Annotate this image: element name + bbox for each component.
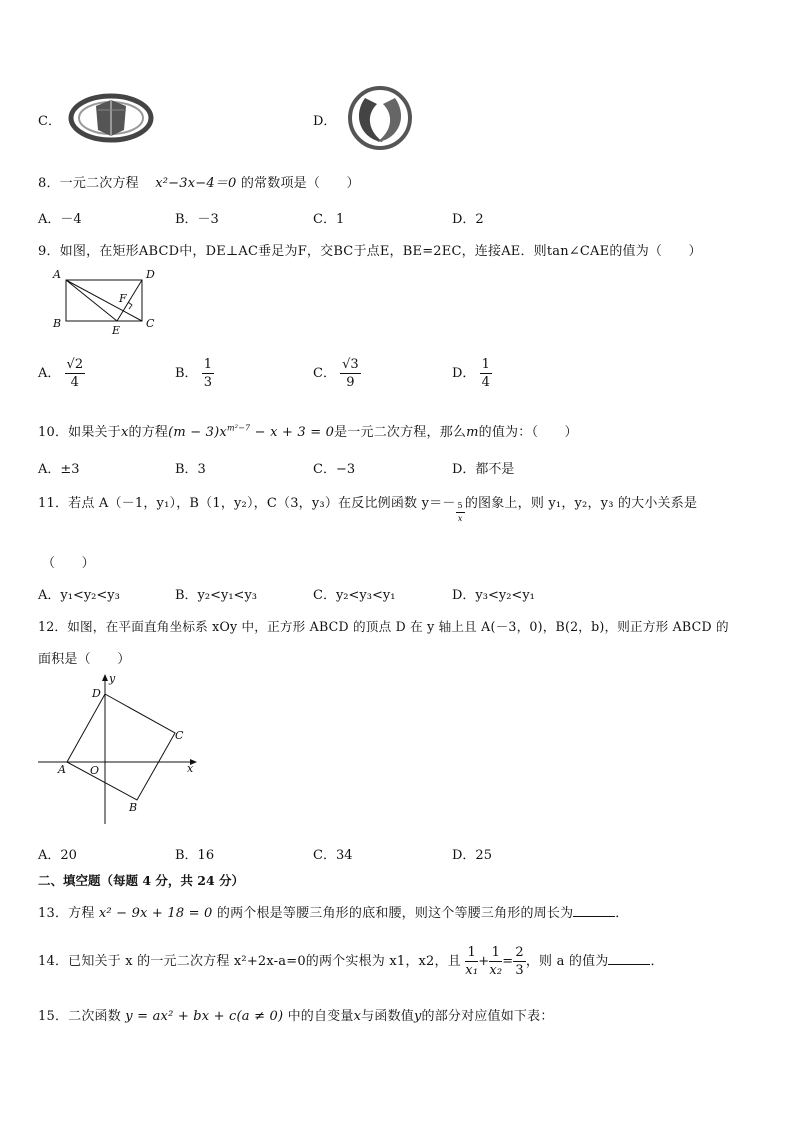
q9-option-a: A． $\frac{√2}{4}$ <box>38 357 84 390</box>
question-15: 15．二次函数 y = ax² + bx + c(a ≠ 0) 中的自变量x与函数值y的部分对应值如下表： <box>38 1009 554 1024</box>
q12-label-o: O <box>90 764 100 777</box>
q9-label-a: A <box>53 268 61 281</box>
q10-option-a: A．±3 <box>38 462 80 477</box>
q8-suffix: 的常数项是（ ） <box>240 176 360 191</box>
q11-paren: （ ） <box>42 556 95 571</box>
question-10: 10．如果关于x的方程$(m - 3)x^{m^2-7} - x + 3 = 0$是一元二次方程，那么m的值为：（ ） <box>38 423 578 440</box>
q11-option-b: B．y₂<y₁<y₃ <box>175 588 258 603</box>
logo-c-image <box>66 88 156 152</box>
q9-label-d: D <box>146 268 155 281</box>
q9-option-b: B． $\frac{1}{3}$ <box>175 357 212 390</box>
option-c-label: C． <box>38 114 61 129</box>
question-11: 11．若点 A（－1，y₁），B（1，y₂），C（3，y₃）在反比例函数 y＝－ $\frac{5}{x}$ 的图象上，则 y₁，y₂，y₃ 的大小关系是 <box>38 496 698 523</box>
q12-option-c: C．34 <box>313 848 353 863</box>
q14-answer-blank[interactable] <box>608 963 650 965</box>
q9-label-c: C <box>146 317 155 330</box>
q9-label-f: F <box>119 292 127 305</box>
q10-option-b: B．3 <box>175 462 206 477</box>
logo-d-image <box>343 84 417 156</box>
question-8 <box>38 172 360 191</box>
question-9: 9．如图，在矩形ABCD中，DE⊥AC垂足为F，交BC于点E，BE=2EC，连接AE．则tan∠CAE的值为（ ） <box>38 244 702 259</box>
q11-option-a: A．y₁<y₂<y₃ <box>38 588 120 603</box>
question-13: 13．方程 x² − 9x + 18 = 0 的两个根是等腰三角形的底和腰，则这个等腰三角形的周长为 ． <box>38 906 629 921</box>
q8-option-c: C．1 <box>313 212 345 227</box>
option-d-label: D． <box>313 114 337 129</box>
q12-option-b: B．16 <box>175 848 215 863</box>
q13-answer-blank[interactable] <box>573 915 615 917</box>
q9-label-e: E <box>112 324 121 336</box>
q10-option-c: C．−3 <box>313 462 356 477</box>
q9-option-c: C． $\frac{√3}{9}$ <box>313 357 359 390</box>
q12-label-a: A <box>58 763 66 776</box>
q9-label-b: B <box>53 317 62 330</box>
q8-option-b: B．－3 <box>175 212 219 227</box>
section-2-title: 二、填空题（每题 4 分，共 24 分） <box>38 873 245 888</box>
q8-equation: x²−3x−4＝0 <box>155 176 237 191</box>
q12-option-d: D．25 <box>452 848 492 863</box>
q9-option-d: D． $\frac{1}{4}$ <box>452 357 490 390</box>
q8-prefix: 8．一元二次方程 <box>38 176 139 191</box>
q12-label-b: B <box>129 801 138 814</box>
q12-label-c: C <box>175 729 184 742</box>
q12-option-a: A．20 <box>38 848 77 863</box>
q9-rectangle-figure <box>48 264 168 340</box>
q12-label-y: y <box>109 672 116 685</box>
q8-option-a: A．－4 <box>38 212 82 227</box>
q8-option-d: D．2 <box>452 212 484 227</box>
question-14: 14．已知关于 x 的一元二次方程 x²+2x-a=0的两个实根为 x1，x2，且 $\frac{1}{\text{x₁}}$ + $\frac{1}{\text{x₂}}$ = $\frac{2}{3}$ ，则 a 的值为 ． <box>38 945 664 978</box>
q12-coordinate-figure <box>34 672 204 836</box>
q11-option-c: C．y₂<y₃<y₁ <box>313 588 396 603</box>
q12-label-x: x <box>187 762 194 775</box>
question-12-line1: 12．如图，在平面直角坐标系 xOy 中，正方形 ABCD 的顶点 D 在 y 轴上且 A(－3，0)，B(2，b)，则正方形 ABCD 的 <box>38 619 729 634</box>
q11-option-d: D．y₃<y₂<y₁ <box>452 588 535 603</box>
q10-option-d: D．都不是 <box>452 462 515 477</box>
q12-label-d: D <box>92 687 101 700</box>
question-12-line2: 面积是（ ） <box>38 652 131 667</box>
